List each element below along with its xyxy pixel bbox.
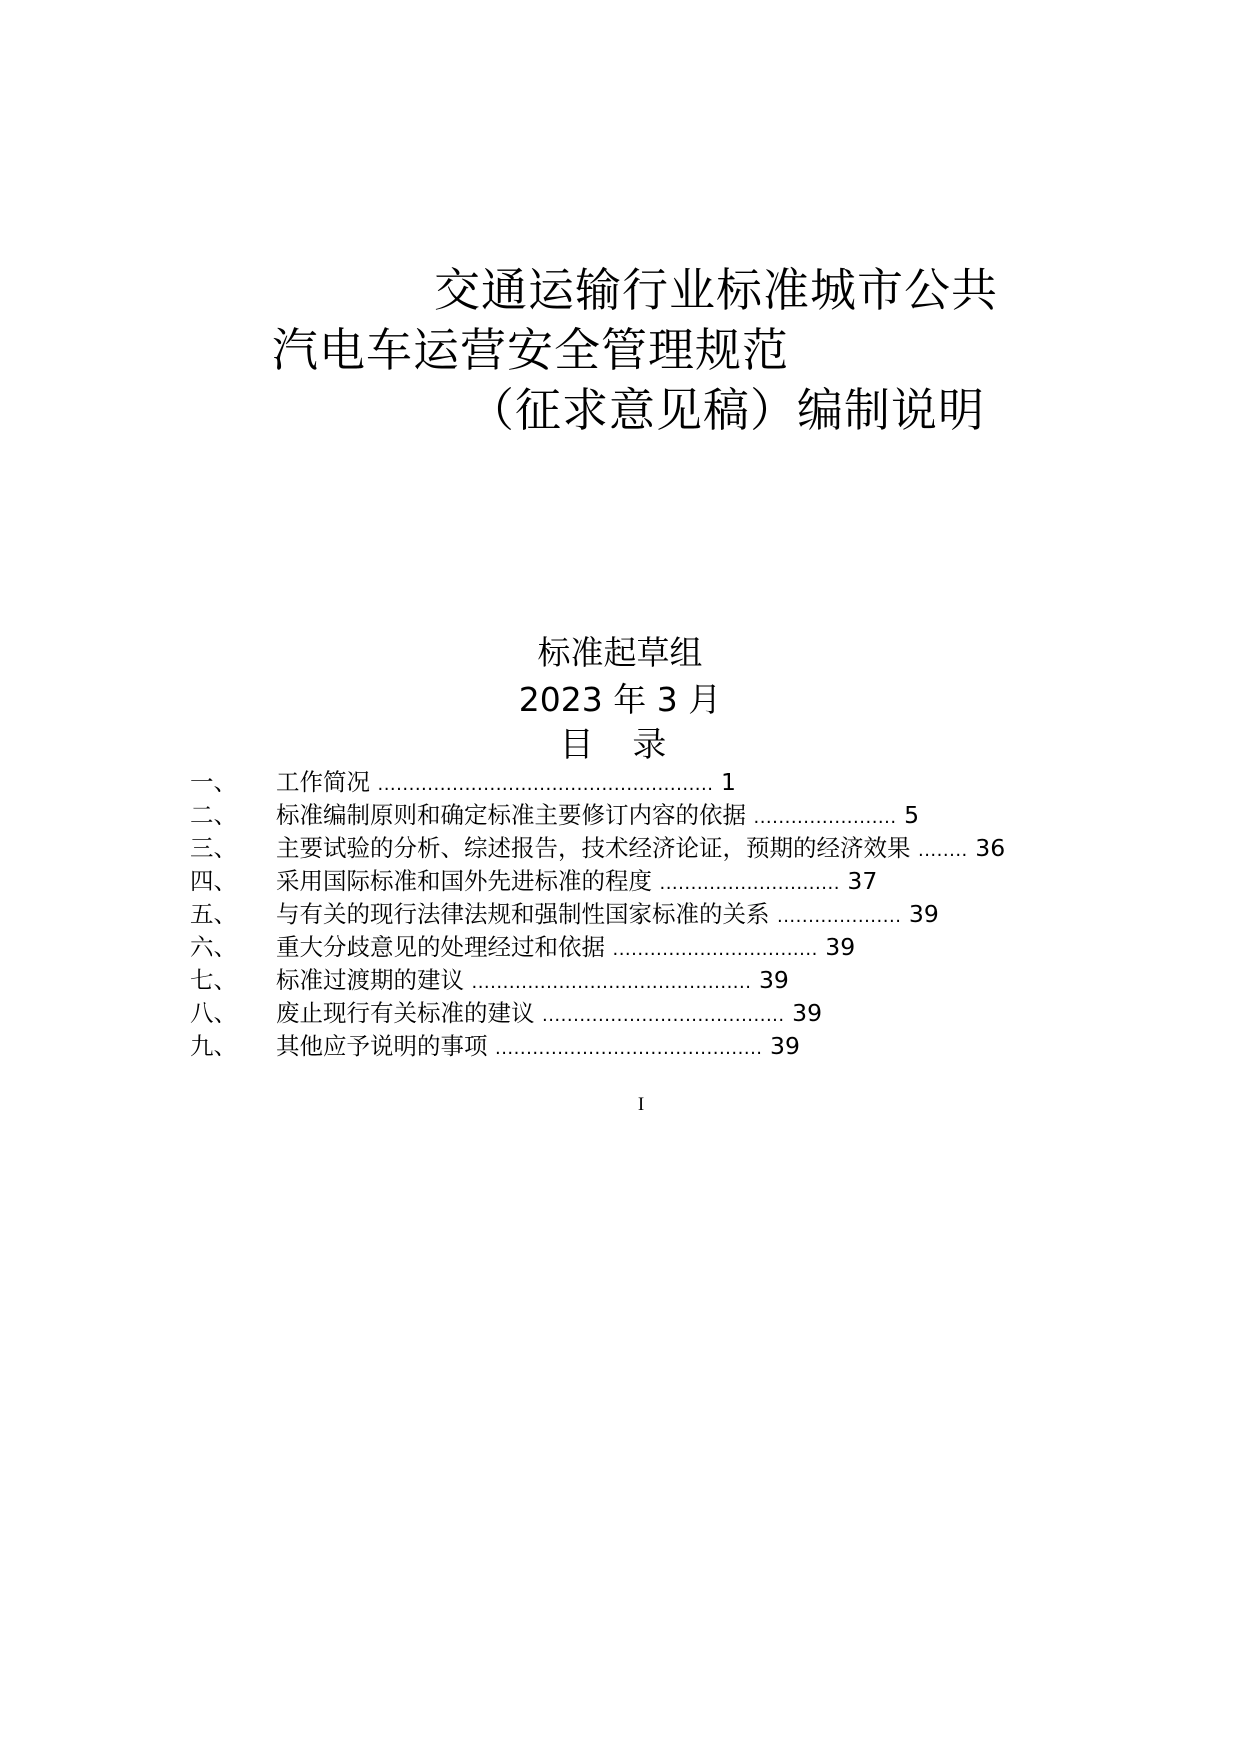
toc-heading: 目 录: [559, 725, 681, 765]
toc-entry-page: 39: [758, 966, 789, 994]
toc-entry-number: 九、: [190, 1032, 237, 1060]
toc-entry-title: 主要试验的分析、综述报告，技术经济论证，预期的经济效果: [276, 834, 911, 862]
toc-entry-link[interactable]: [276, 766, 736, 801]
toc-leader-dots: .............................................: [471, 972, 752, 993]
toc-entry-link[interactable]: [276, 997, 822, 1032]
toc-entry-4[interactable]: [190, 865, 1090, 898]
toc-entry-number: 六、: [190, 933, 237, 961]
toc-leader-dots: ......................................................: [377, 774, 714, 795]
table-of-contents: [190, 766, 1090, 1063]
toc-entry-page: 36: [975, 834, 1006, 862]
toc-entry-number: 四、: [190, 867, 237, 895]
toc-entry-page: 37: [847, 867, 878, 895]
toc-entry-title: 与有关的现行法律法规和强制性国家标准的关系: [276, 900, 770, 928]
toc-entry-7[interactable]: [190, 964, 1090, 997]
toc-leader-dots: ........: [917, 840, 968, 861]
toc-entry-page: 39: [792, 999, 823, 1027]
toc-entry-link[interactable]: [276, 898, 939, 933]
toc-entry-link[interactable]: [276, 964, 789, 999]
toc-entry-3[interactable]: [190, 832, 1090, 865]
toc-entry-title: 标准过渡期的建议: [276, 966, 464, 994]
document-date: 2023 年 3 月: [518, 680, 722, 719]
drafting-group: 标准起草组: [537, 633, 703, 672]
toc-leader-dots: ....................: [776, 906, 902, 927]
toc-entry-title: 废止现行有关标准的建议: [276, 999, 535, 1027]
toc-leader-dots: .......................: [753, 807, 897, 828]
toc-entry-number: 二、: [190, 801, 237, 829]
toc-entry-1[interactable]: [190, 766, 1090, 799]
toc-entry-title: 标准编制原则和确定标准主要修订内容的依据: [276, 801, 746, 829]
toc-entry-title: 重大分歧意见的处理经过和依据: [276, 933, 605, 961]
toc-entry-link[interactable]: [276, 1030, 800, 1065]
toc-entry-page: 5: [904, 801, 920, 829]
toc-entry-page: 39: [908, 900, 939, 928]
toc-entry-2[interactable]: [190, 799, 1090, 832]
toc-entry-number: 七、: [190, 966, 237, 994]
toc-entry-number: 一、: [190, 768, 237, 796]
toc-leader-dots: .......................................: [541, 1005, 785, 1026]
toc-entry-title: 工作简况: [276, 768, 370, 796]
toc-entry-link[interactable]: [276, 865, 877, 900]
title-line-1: 交通运输行业标准城市公共: [434, 263, 998, 317]
toc-entry-title: 其他应予说明的事项: [276, 1032, 488, 1060]
title-line-2: 汽电车运营安全管理规范: [272, 323, 789, 377]
toc-entry-number: 八、: [190, 999, 237, 1027]
toc-leader-dots: ...........................................: [494, 1038, 763, 1059]
toc-entry-title: 采用国际标准和国外先进标准的程度: [276, 867, 652, 895]
toc-entry-page: 39: [825, 933, 856, 961]
toc-entry-number: 五、: [190, 900, 237, 928]
toc-entry-9[interactable]: [190, 1030, 1090, 1063]
toc-entry-page: 1: [720, 768, 736, 796]
toc-leader-dots: .............................: [659, 873, 840, 894]
toc-entry-5[interactable]: [190, 898, 1090, 931]
toc-entry-6[interactable]: [190, 931, 1090, 964]
toc-entry-link[interactable]: [276, 799, 919, 834]
toc-entry-page: 39: [770, 1032, 800, 1060]
toc-entry-8[interactable]: [190, 997, 1090, 1030]
toc-entry-link[interactable]: [276, 931, 855, 966]
toc-entry-link[interactable]: [276, 832, 1005, 867]
toc-entry-number: 三、: [190, 834, 237, 862]
toc-leader-dots: .................................: [612, 939, 818, 960]
title-line-3: （征求意见稿）编制说明: [468, 383, 985, 437]
page-number: I: [637, 1094, 645, 1115]
